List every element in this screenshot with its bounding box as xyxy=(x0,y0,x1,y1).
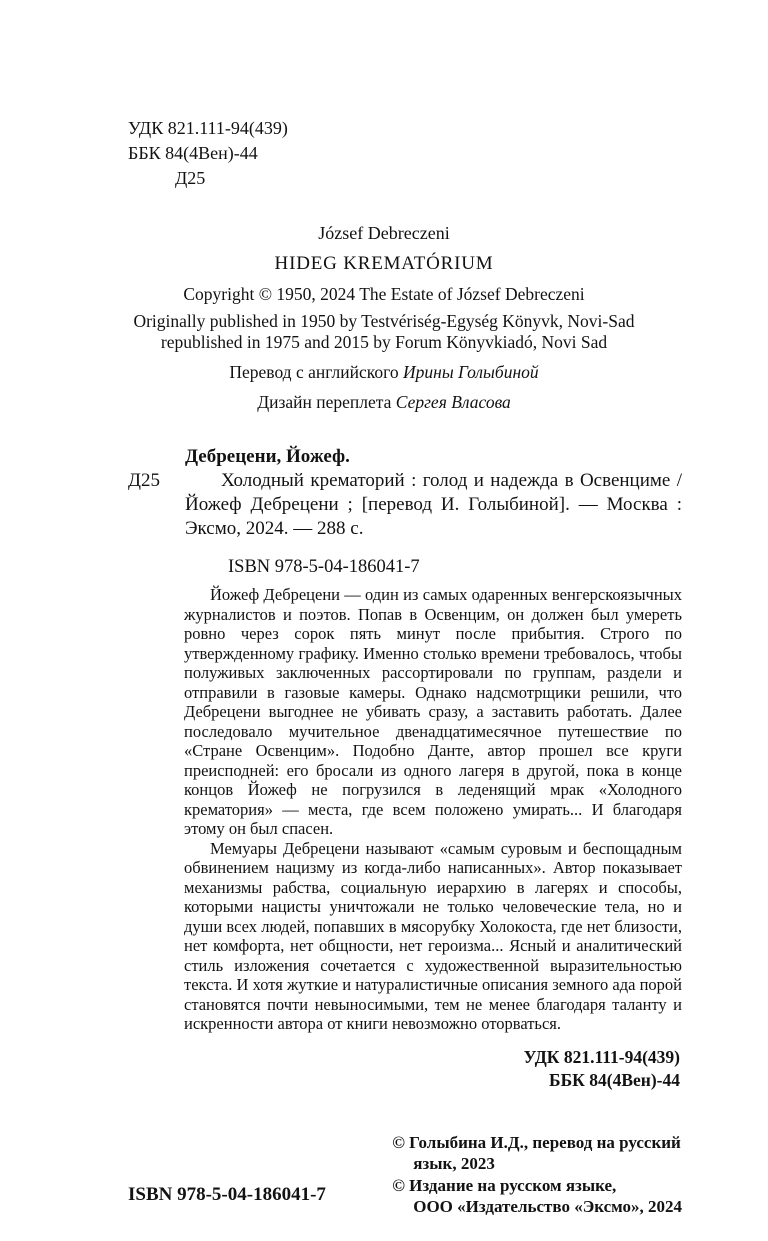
udk-number: УДК 821.111-94(439) xyxy=(128,118,288,138)
publication-history xyxy=(0,311,768,353)
isbn-number: ISBN 978-5-04-186041-7 xyxy=(228,557,420,577)
annotation-block xyxy=(184,585,682,1034)
author-sign-code: Д25 xyxy=(175,168,206,188)
translator-name: Ирины Голыбиной xyxy=(403,362,539,382)
footer-block xyxy=(128,1132,682,1218)
copyright-edition-line2: ООО «Издательство «Эксмо», 2024 xyxy=(413,1197,682,1216)
cover-design-label: Дизайн переплета xyxy=(257,392,396,412)
original-title-block xyxy=(0,221,768,413)
copyright-notice: Copyright © 1950, 2024 The Estate of József Debreczeni xyxy=(183,284,585,304)
copyright-translation-line1: © Голыбина И.Д., перевод на русский xyxy=(392,1132,681,1152)
bbk-number-bottom: ББК 84(4Вен)-44 xyxy=(549,1069,680,1090)
publication-history-line1: Originally published in 1950 by Testvériség-Egység Könyvk, Novi-Sad xyxy=(133,311,635,331)
classification-block xyxy=(128,116,768,191)
copyright-edition xyxy=(392,1175,682,1218)
copyright-translation-line2: язык, 2023 xyxy=(413,1154,495,1173)
original-title: HIDEG KREMATÓRIUM xyxy=(274,253,494,274)
cover-design-credit xyxy=(0,391,768,413)
bbk-number: ББК 84(4Вен)-44 xyxy=(128,143,258,163)
catalog-author-sign: Д25 xyxy=(128,470,160,491)
classification-repeat-block xyxy=(0,1046,680,1092)
catalog-card xyxy=(128,445,682,541)
copyright-edition-line1: © Издание на русском языке, xyxy=(392,1175,617,1195)
translator-credit-label: Перевод с английского xyxy=(229,362,403,382)
catalog-entry: Холодный крематорий : голод и надежда в Освенциме / Йожеф Дебрецени ; [перевод И. Голыбиной]. — Москва : Эксмо, 2024. — 288 с. xyxy=(185,470,682,539)
annotation-paragraph-1: Йожеф Дебрецени — один из самых одаренных венгерскоязычных журналистов и поэтов. Попав в Освенцим, он должен был умереть ровно через сорок пять минут после прибытия. Строго по утвержденному графику. Именно столько времени требовалось, чтобы полуживых заключенных рассортировали по группам, раздели и отправили в газовые камеры. Однако надсмотрщики решили, что Дебрецени выгоднее не убивать сразу, а заставить работать. Далее последовало мучительное двенадцатимесячное путешествие по «Стране Освенцим». Подобно Данте, автор прошел все круги преисподней: его бросали из одного лагеря в другой, пока в конце концов Йожеф не погрузился в леденящий мрак «Холодного крематория» — места, где всем положено умирать... И благодаря этому он был спасен. xyxy=(184,585,682,838)
catalog-author-heading: Дебрецени, Йожеф. xyxy=(185,446,350,467)
copyright-statements xyxy=(392,1132,682,1218)
cover-designer-name: Сергея Власова xyxy=(395,392,511,412)
footer-isbn: ISBN 978-5-04-186041-7 xyxy=(128,1183,326,1205)
annotation-paragraph-2: Мемуары Дебрецени называют «самым суровым и беспощадным обвинением нацизму из когда-либо написанных». Автор показывает механизмы рабства, социальную иерархию в лагерях и способы, которыми нацисты уничтожали не только человеческие тела, но и души всех людей, попавших в мясорубку Холокоста, где нет близости, нет комфорта, нет общности, нет героизма... Ясный и аналитический стиль изложения сочетается с художественной выразительностью текста. И хотя жуткие и натуралистичные описания земного ада порой становятся почти невыносимыми, тем не менее благодаря таланту и искренности автора от книги невозможно оторваться. xyxy=(184,838,682,1033)
copyright-translation xyxy=(392,1132,682,1175)
publication-history-line2: republished in 1975 and 2015 by Forum Könyvkiadó, Novi Sad xyxy=(160,332,608,352)
translator-credit xyxy=(0,361,768,383)
original-author: József Debreczeni xyxy=(318,223,450,243)
udk-number-bottom: УДК 821.111-94(439) xyxy=(523,1046,680,1067)
